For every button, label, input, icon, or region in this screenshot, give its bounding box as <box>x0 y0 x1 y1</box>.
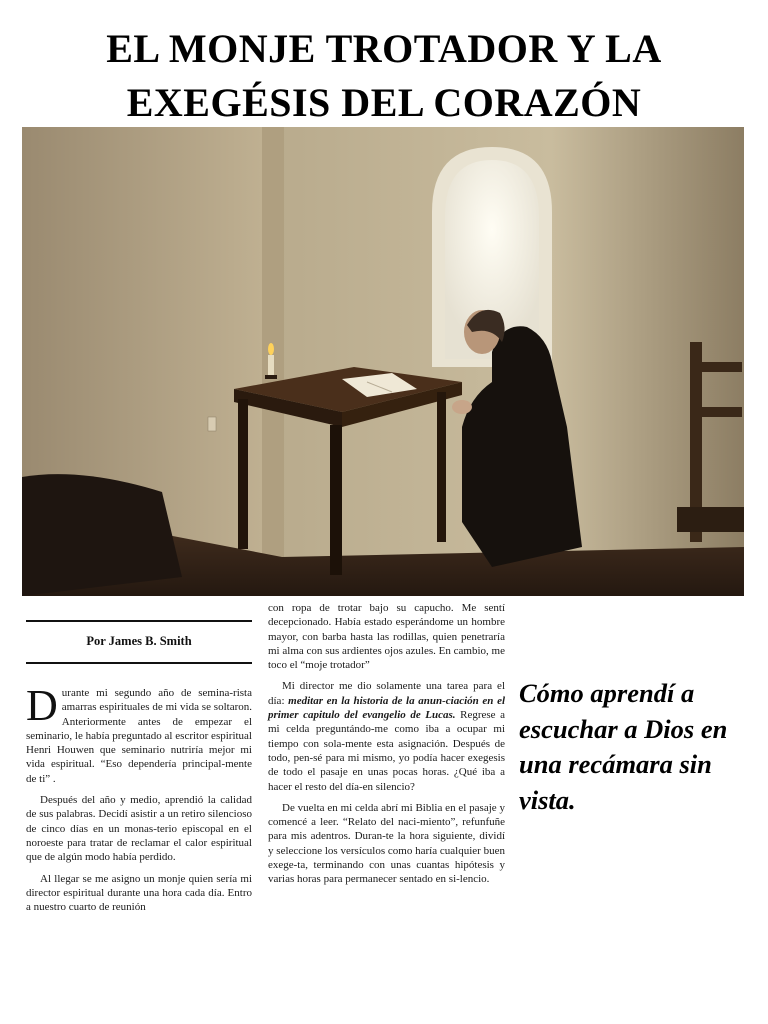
paragraph-6: De vuelta en mi celda abrí mi Biblia en el pasaje y comencé a leer. “Relato del naci-miento”, refunfuñe para mis adentros. Duran-te la hora siguiente, dividí y seleccione los versículos como haría cualquier buen exege-ta, terminando con unas cuantas hipótesis y varias horas para permanecer sentado en si-lencio. <box>268 801 505 886</box>
assignment-emphasis: meditar en la historia de la anun-ciación en el primer capitulo del evangelio de Lucas. <box>268 694 506 722</box>
paragraph-4: con ropa de trotar bajo su capucho. Me sentí decepcionado. Había estado esperándome un hombre mayor, con barba hasta las rodillas, quien penetraría mi alma con sus ardientes ojos azules. En cambio, me toco el “moje trotador” <box>268 602 505 672</box>
paragraph-5-start: Mi director me dio solamente una tarea para el día: <box>268 680 505 707</box>
paragraph-1-text: urante mi segundo año de semina-rista amarras espirituales de mi vida se soltaron. Anteriormente antes de empezar el seminario, le había preguntado al escritor espiritual Henri Houwen que seminario nutriría mejor mi vida espiritual. “Eso dependería principal-mente de ti” . <box>26 687 252 785</box>
monk-at-desk-illustration <box>22 127 744 596</box>
drop-cap: D <box>26 681 58 730</box>
article-photo <box>22 127 744 596</box>
byline-rule-bottom <box>26 662 252 664</box>
paragraph-5-end: Regrese a mi celda preguntándo-me como iba a ocupar mi tiempo con sola-mente esta asignación. Después de todo, pen-sé para mi mismo, yo podía hacer exegesis de todo el pasaje en unas pocas horas. ¿Qué iba a hacer el resto del día-en silencio? <box>268 709 505 793</box>
paragraph-1 <box>26 681 252 786</box>
article-column-1 <box>26 681 252 921</box>
byline: Por James B. Smith <box>86 634 192 648</box>
article-title <box>20 22 748 130</box>
paragraph-2: Después del año y medio, aprendió la calidad de sus palabras. Decidí asistir a un retiro silencioso de cinco días en un monas-terio episcopal en el noroeste para tratar de reclamar el calor espiritual que de algún modo había perdido. <box>26 794 252 864</box>
byline-rule-top <box>26 620 252 622</box>
title-line-2: EXEGÉSIS DEL CORAZÓN <box>126 80 642 125</box>
title-line-1: EL MONJE TROTADOR Y LA <box>106 26 662 71</box>
pull-quote: Cómo aprendí a escuchar a Dios en una recámara sin vista. <box>519 678 728 815</box>
article-column-2 <box>268 601 505 894</box>
paragraph-5 <box>268 679 505 793</box>
paragraph-3: Al llegar se me asigno un monje quien sería mi director espiritual durante una hora cada día. Entro a nuestro cuarto de reunión <box>26 872 252 914</box>
